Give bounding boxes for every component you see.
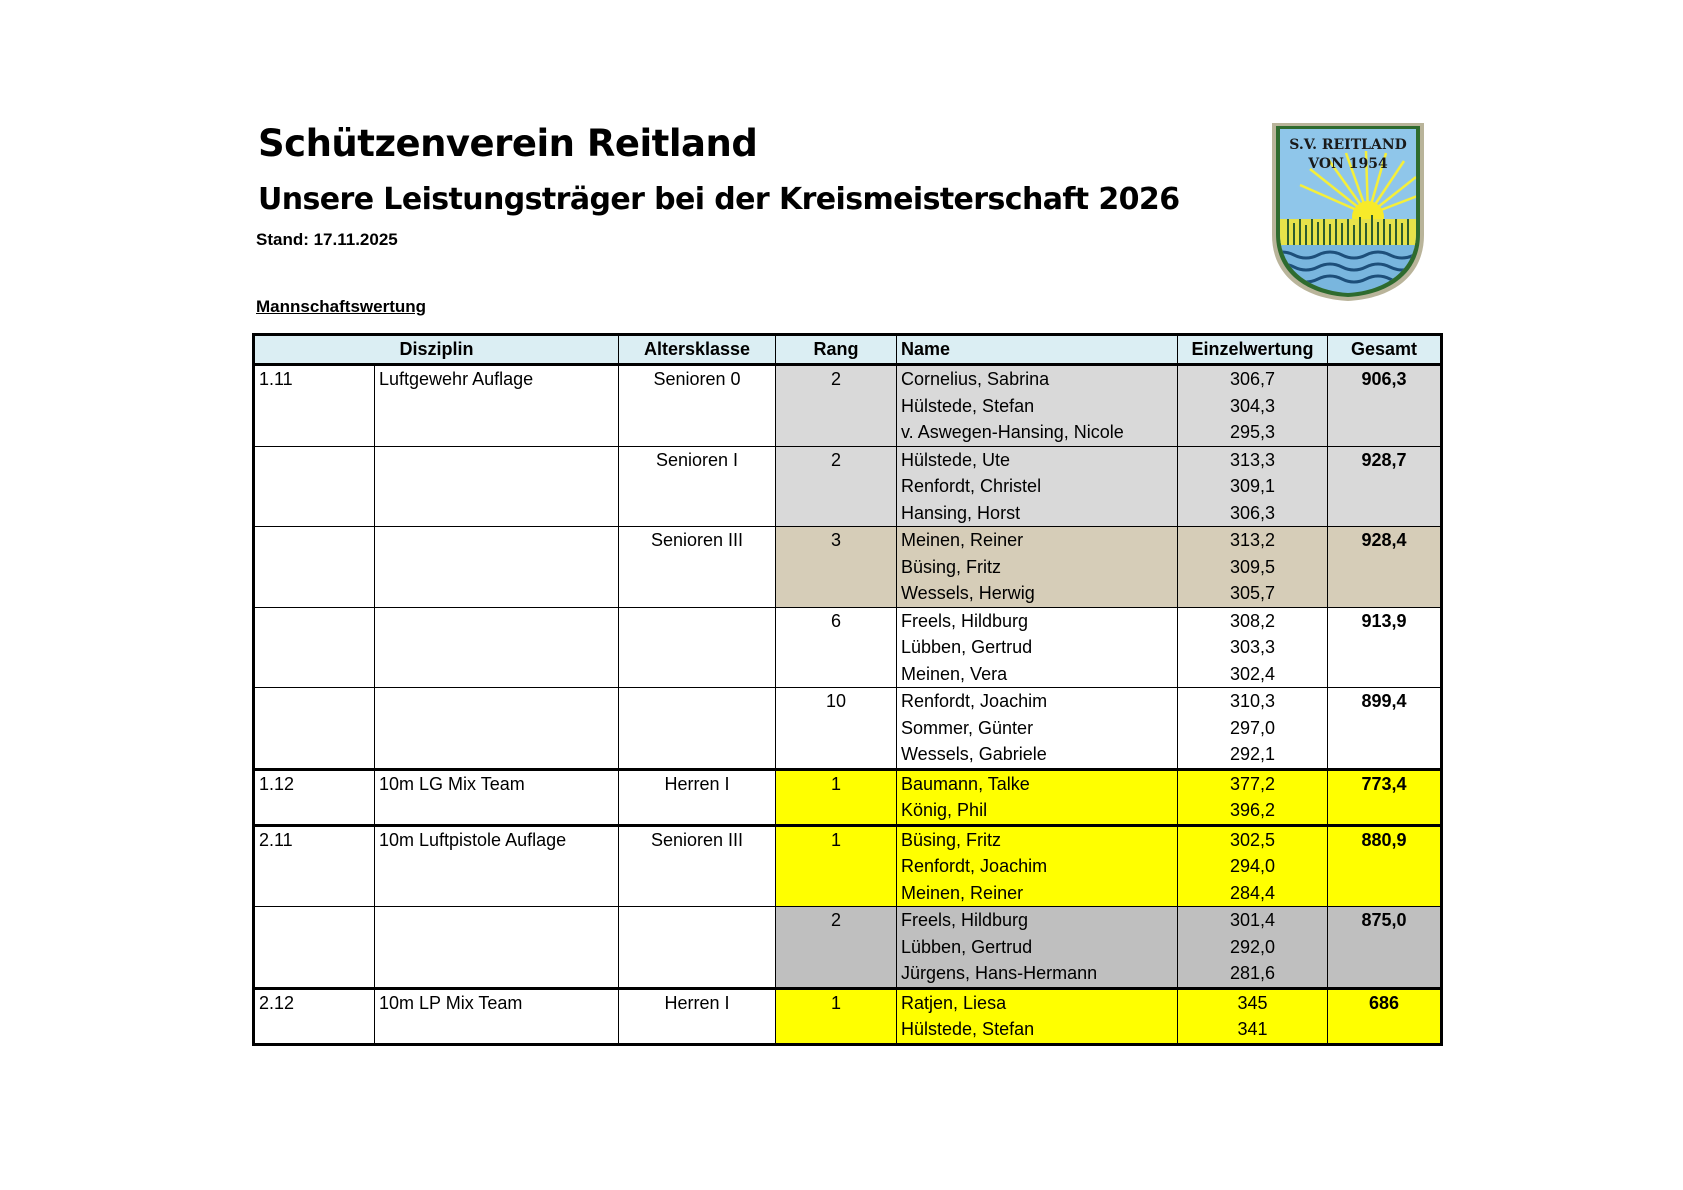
- cell-rang: [776, 1016, 897, 1044]
- cell-gesamt: [1328, 797, 1442, 825]
- cell-altersklasse: [619, 661, 776, 688]
- table-row: [254, 446, 1442, 473]
- table-row: [254, 741, 1442, 769]
- cell-einzelwertung: 396,2: [1178, 797, 1328, 825]
- cell-disziplin: [375, 907, 619, 934]
- cell-rang: [776, 797, 897, 825]
- cell-gesamt: [1328, 853, 1442, 880]
- cell-gesamt: [1328, 393, 1442, 420]
- cell-name: Wessels, Herwig: [897, 580, 1178, 607]
- cell-nr: [254, 960, 375, 988]
- cell-rang: [776, 960, 897, 988]
- table-row: [254, 1016, 1442, 1044]
- cell-gesamt: [1328, 960, 1442, 988]
- cell-gesamt: 686: [1328, 988, 1442, 1016]
- page-title: Schützenverein Reitland: [258, 122, 758, 165]
- cell-einzelwertung: 294,0: [1178, 853, 1328, 880]
- cell-einzelwertung: 284,4: [1178, 880, 1328, 907]
- cell-einzelwertung: 292,1: [1178, 741, 1328, 769]
- cell-disziplin: [375, 554, 619, 581]
- header-disziplin: Disziplin: [254, 335, 619, 365]
- cell-nr: [254, 419, 375, 446]
- header-gesamt: Gesamt: [1328, 335, 1442, 365]
- cell-nr: 1.11: [254, 365, 375, 393]
- cell-einzelwertung: 309,1: [1178, 473, 1328, 500]
- cell-rang: [776, 419, 897, 446]
- cell-nr: [254, 797, 375, 825]
- cell-einzelwertung: 306,3: [1178, 500, 1328, 527]
- cell-nr: [254, 607, 375, 634]
- cell-disziplin: 10m LG Mix Team: [375, 769, 619, 797]
- cell-name: Büsing, Fritz: [897, 554, 1178, 581]
- cell-altersklasse: [619, 853, 776, 880]
- cell-altersklasse: [619, 1016, 776, 1044]
- cell-gesamt: [1328, 634, 1442, 661]
- cell-nr: [254, 661, 375, 688]
- header-name: Name: [897, 335, 1178, 365]
- cell-altersklasse: [619, 473, 776, 500]
- cell-rang: 1: [776, 825, 897, 853]
- cell-einzelwertung: 302,4: [1178, 661, 1328, 688]
- cell-gesamt: [1328, 661, 1442, 688]
- cell-disziplin: [375, 419, 619, 446]
- cell-disziplin: [375, 715, 619, 742]
- cell-name: Büsing, Fritz: [897, 825, 1178, 853]
- cell-name: Renfordt, Christel: [897, 473, 1178, 500]
- cell-altersklasse: Herren I: [619, 988, 776, 1016]
- cell-disziplin: [375, 960, 619, 988]
- cell-name: Sommer, Günter: [897, 715, 1178, 742]
- cell-disziplin: [375, 741, 619, 769]
- cell-gesamt: [1328, 880, 1442, 907]
- cell-nr: [254, 688, 375, 715]
- cell-gesamt: [1328, 419, 1442, 446]
- cell-name: Freels, Hildburg: [897, 907, 1178, 934]
- cell-name: v. Aswegen-Hansing, Nicole: [897, 419, 1178, 446]
- cell-disziplin: [375, 797, 619, 825]
- cell-nr: [254, 741, 375, 769]
- cell-name: Baumann, Talke: [897, 769, 1178, 797]
- cell-altersklasse: [619, 688, 776, 715]
- cell-name: Ratjen, Liesa: [897, 988, 1178, 1016]
- cell-altersklasse: Herren I: [619, 769, 776, 797]
- cell-altersklasse: [619, 797, 776, 825]
- cell-name: Hülstede, Stefan: [897, 1016, 1178, 1044]
- cell-rang: 6: [776, 607, 897, 634]
- cell-rang: 1: [776, 988, 897, 1016]
- cell-einzelwertung: 304,3: [1178, 393, 1328, 420]
- cell-einzelwertung: 313,3: [1178, 446, 1328, 473]
- table-row: [254, 419, 1442, 446]
- cell-altersklasse: Senioren III: [619, 825, 776, 853]
- cell-name: Hülstede, Stefan: [897, 393, 1178, 420]
- table-row: [254, 988, 1442, 1016]
- cell-einzelwertung: 341: [1178, 1016, 1328, 1044]
- cell-gesamt: 906,3: [1328, 365, 1442, 393]
- cell-gesamt: [1328, 500, 1442, 527]
- cell-einzelwertung: 305,7: [1178, 580, 1328, 607]
- cell-einzelwertung: 377,2: [1178, 769, 1328, 797]
- cell-nr: [254, 907, 375, 934]
- cell-gesamt: 913,9: [1328, 607, 1442, 634]
- cell-rang: 2: [776, 907, 897, 934]
- cell-name: Freels, Hildburg: [897, 607, 1178, 634]
- cell-disziplin: [375, 473, 619, 500]
- cell-gesamt: 928,7: [1328, 446, 1442, 473]
- club-logo-icon: [1270, 123, 1426, 301]
- cell-nr: 2.11: [254, 825, 375, 853]
- cell-einzelwertung: 306,7: [1178, 365, 1328, 393]
- stand-date: Stand: 17.11.2025: [256, 230, 398, 249]
- cell-gesamt: [1328, 554, 1442, 581]
- cell-gesamt: 880,9: [1328, 825, 1442, 853]
- cell-einzelwertung: 292,0: [1178, 934, 1328, 961]
- cell-altersklasse: [619, 607, 776, 634]
- cell-einzelwertung: 310,3: [1178, 688, 1328, 715]
- cell-rang: 2: [776, 446, 897, 473]
- header-altersklasse: Altersklasse: [619, 335, 776, 365]
- table-row: [254, 960, 1442, 988]
- cell-name: Hansing, Horst: [897, 500, 1178, 527]
- table-row: [254, 580, 1442, 607]
- cell-rang: [776, 580, 897, 607]
- cell-name: Lübben, Gertrud: [897, 934, 1178, 961]
- cell-name: Wessels, Gabriele: [897, 741, 1178, 769]
- cell-rang: [776, 741, 897, 769]
- cell-altersklasse: [619, 715, 776, 742]
- cell-nr: [254, 393, 375, 420]
- cell-disziplin: [375, 446, 619, 473]
- cell-einzelwertung: 309,5: [1178, 554, 1328, 581]
- cell-disziplin: [375, 661, 619, 688]
- cell-nr: [254, 554, 375, 581]
- cell-altersklasse: [619, 634, 776, 661]
- cell-altersklasse: Senioren 0: [619, 365, 776, 393]
- page-subtitle: Unsere Leistungsträger bei der Kreismeisterschaft 2026: [258, 182, 1180, 217]
- cell-disziplin: [375, 688, 619, 715]
- table-row: [254, 934, 1442, 961]
- cell-nr: [254, 853, 375, 880]
- cell-rang: [776, 500, 897, 527]
- table-row: [254, 607, 1442, 634]
- cell-einzelwertung: 345: [1178, 988, 1328, 1016]
- cell-rang: [776, 715, 897, 742]
- cell-nr: 1.12: [254, 769, 375, 797]
- table-row: [254, 365, 1442, 393]
- cell-nr: [254, 446, 375, 473]
- cell-nr: [254, 473, 375, 500]
- cell-name: König, Phil: [897, 797, 1178, 825]
- cell-disziplin: [375, 934, 619, 961]
- cell-altersklasse: [619, 934, 776, 961]
- cell-altersklasse: [619, 500, 776, 527]
- cell-gesamt: [1328, 934, 1442, 961]
- cell-einzelwertung: 295,3: [1178, 419, 1328, 446]
- table-row: [254, 880, 1442, 907]
- header-rang: Rang: [776, 335, 897, 365]
- cell-einzelwertung: 301,4: [1178, 907, 1328, 934]
- cell-nr: [254, 880, 375, 907]
- cell-rang: 10: [776, 688, 897, 715]
- cell-disziplin: [375, 853, 619, 880]
- cell-einzelwertung: 302,5: [1178, 825, 1328, 853]
- logo-line2: VON 1954: [1308, 156, 1388, 172]
- cell-gesamt: [1328, 580, 1442, 607]
- cell-disziplin: [375, 527, 619, 554]
- cell-disziplin: [375, 607, 619, 634]
- cell-altersklasse: Senioren I: [619, 446, 776, 473]
- cell-disziplin: [375, 580, 619, 607]
- cell-gesamt: 928,4: [1328, 527, 1442, 554]
- cell-gesamt: [1328, 741, 1442, 769]
- cell-nr: [254, 500, 375, 527]
- team-results-table: [252, 333, 1443, 1046]
- cell-name: Meinen, Reiner: [897, 880, 1178, 907]
- section-heading: Mannschaftswertung: [256, 297, 427, 316]
- cell-disziplin: [375, 634, 619, 661]
- table-row: [254, 500, 1442, 527]
- cell-name: Renfordt, Joachim: [897, 853, 1178, 880]
- cell-rang: 1: [776, 769, 897, 797]
- cell-rang: [776, 853, 897, 880]
- cell-name: Lübben, Gertrud: [897, 634, 1178, 661]
- cell-altersklasse: [619, 907, 776, 934]
- cell-name: Hülstede, Ute: [897, 446, 1178, 473]
- cell-gesamt: 875,0: [1328, 907, 1442, 934]
- cell-disziplin: [375, 880, 619, 907]
- cell-gesamt: 773,4: [1328, 769, 1442, 797]
- cell-gesamt: [1328, 473, 1442, 500]
- table-row: [254, 473, 1442, 500]
- cell-gesamt: [1328, 715, 1442, 742]
- cell-altersklasse: [619, 741, 776, 769]
- cell-einzelwertung: 303,3: [1178, 634, 1328, 661]
- cell-einzelwertung: 297,0: [1178, 715, 1328, 742]
- table-row: [254, 825, 1442, 853]
- cell-rang: [776, 393, 897, 420]
- table-row: [254, 907, 1442, 934]
- cell-disziplin: 10m LP Mix Team: [375, 988, 619, 1016]
- table-row: [254, 853, 1442, 880]
- cell-name: Meinen, Reiner: [897, 527, 1178, 554]
- cell-altersklasse: [619, 960, 776, 988]
- cell-altersklasse: [619, 554, 776, 581]
- cell-rang: [776, 934, 897, 961]
- table-header-row: [254, 335, 1442, 365]
- cell-rang: [776, 880, 897, 907]
- cell-name: Renfordt, Joachim: [897, 688, 1178, 715]
- cell-einzelwertung: 281,6: [1178, 960, 1328, 988]
- cell-gesamt: 899,4: [1328, 688, 1442, 715]
- cell-nr: [254, 934, 375, 961]
- cell-nr: [254, 527, 375, 554]
- cell-rang: 2: [776, 365, 897, 393]
- table-row: [254, 527, 1442, 554]
- cell-einzelwertung: 308,2: [1178, 607, 1328, 634]
- cell-rang: [776, 634, 897, 661]
- cell-nr: [254, 715, 375, 742]
- cell-einzelwertung: 313,2: [1178, 527, 1328, 554]
- table-row: [254, 634, 1442, 661]
- cell-disziplin: 10m Luftpistole Auflage: [375, 825, 619, 853]
- cell-name: Meinen, Vera: [897, 661, 1178, 688]
- cell-disziplin: Luftgewehr Auflage: [375, 365, 619, 393]
- table-row: [254, 769, 1442, 797]
- cell-rang: [776, 661, 897, 688]
- cell-rang: [776, 473, 897, 500]
- table-body: [254, 365, 1442, 1045]
- cell-altersklasse: [619, 419, 776, 446]
- cell-rang: 3: [776, 527, 897, 554]
- table-row: [254, 797, 1442, 825]
- cell-altersklasse: [619, 393, 776, 420]
- cell-rang: [776, 554, 897, 581]
- table-row: [254, 715, 1442, 742]
- cell-altersklasse: [619, 880, 776, 907]
- header-einzelwertung: Einzelwertung: [1178, 335, 1328, 365]
- logo-line1: S.V. REITLAND: [1289, 137, 1407, 153]
- table-row: [254, 661, 1442, 688]
- cell-name: Jürgens, Hans-Hermann: [897, 960, 1178, 988]
- cell-altersklasse: [619, 580, 776, 607]
- cell-nr: [254, 634, 375, 661]
- cell-nr: 2.12: [254, 988, 375, 1016]
- cell-nr: [254, 1016, 375, 1044]
- cell-gesamt: [1328, 1016, 1442, 1044]
- table-row: [254, 688, 1442, 715]
- table-row: [254, 393, 1442, 420]
- cell-altersklasse: Senioren III: [619, 527, 776, 554]
- cell-disziplin: [375, 393, 619, 420]
- cell-disziplin: [375, 500, 619, 527]
- cell-nr: [254, 580, 375, 607]
- cell-disziplin: [375, 1016, 619, 1044]
- cell-name: Cornelius, Sabrina: [897, 365, 1178, 393]
- table-row: [254, 554, 1442, 581]
